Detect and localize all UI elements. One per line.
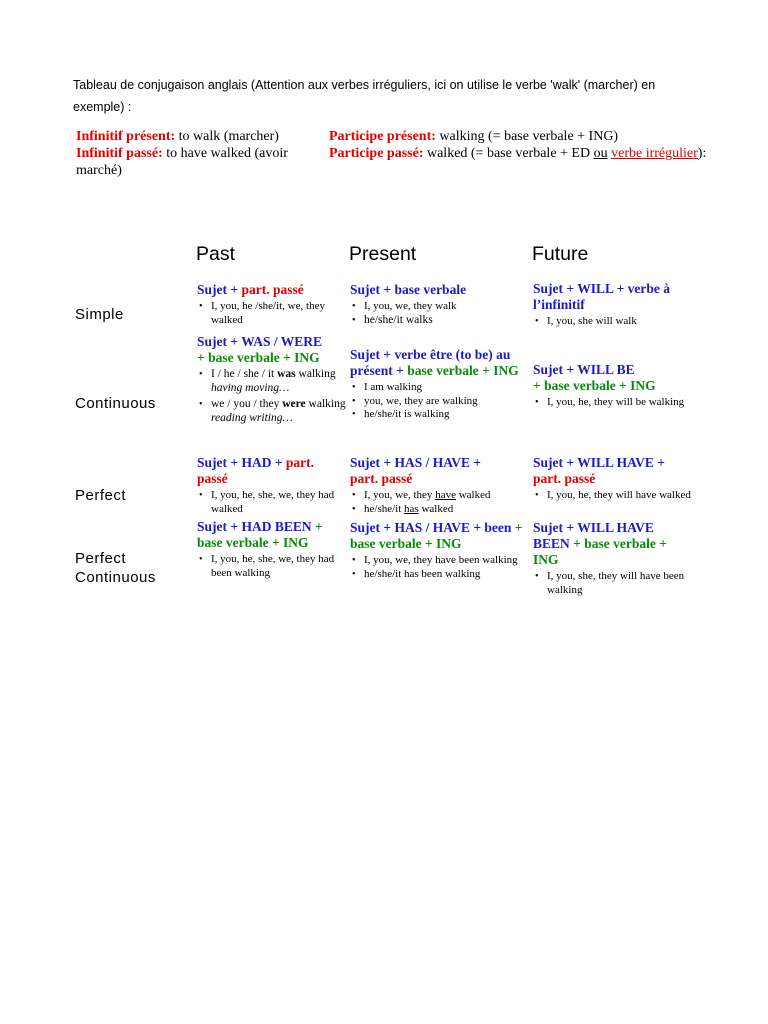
header-future: Future	[532, 243, 589, 265]
formula-part: part. passé	[241, 282, 304, 297]
formula-part: part. passé	[197, 455, 315, 486]
formula-part: Sujet + verbe être (to be) au présent +	[350, 347, 511, 378]
example-list	[533, 396, 698, 410]
cell-perfect-past	[197, 455, 347, 516]
list-item: • I, you, he /she/it, we, they walked	[197, 300, 349, 327]
list-item: • he/she/it has been walking	[350, 568, 530, 582]
auxiliary: was	[277, 368, 296, 380]
participle-present-value: walking (= base verbale + ING)	[439, 129, 619, 144]
formula-part: Sujet +	[197, 282, 242, 297]
formula	[197, 282, 349, 298]
closing-paren: ):	[697, 146, 707, 161]
subject: I / he / she / it	[211, 368, 278, 380]
list-item: • you, we, they are walking	[350, 395, 528, 409]
cell-continuous-future	[533, 362, 698, 410]
formula	[350, 347, 528, 379]
cell-continuous-present	[350, 347, 528, 422]
formula-part: + base verbale + ING	[533, 536, 667, 567]
cell-perfect-future	[533, 455, 691, 503]
row-continuous: Continuous	[75, 395, 156, 412]
cell-perfect-present	[350, 455, 491, 516]
cell-perfect-continuous-future	[533, 520, 691, 597]
formula: Sujet + base verbale	[350, 282, 467, 297]
verb: walked	[455, 489, 491, 501]
infinitive-past-label: Infinitif passé:	[76, 146, 163, 161]
infinitive-present	[76, 128, 326, 145]
subject: we / you / they	[211, 398, 283, 410]
formula-part: Sujet + HAD BEEN	[197, 519, 312, 534]
formula-part: Sujet + WAS / WERE	[197, 334, 322, 349]
example-list	[197, 300, 349, 327]
verb: walking	[305, 398, 346, 410]
example-list	[533, 489, 693, 503]
formula	[533, 455, 673, 487]
example-list	[350, 489, 530, 516]
example-list	[197, 489, 347, 516]
verb: walked	[418, 502, 454, 515]
formula-part: Sujet + WILL HAVE +	[533, 455, 665, 470]
formula-part: Sujet + HAD +	[197, 455, 286, 470]
list-item: • I, you, we, they have been walking	[350, 554, 530, 568]
formula-part: part. passé	[350, 471, 413, 486]
formula-part: + base verbale + ING	[197, 519, 323, 550]
formula: Sujet + WILL + verbe à l’infinitif	[533, 281, 671, 312]
formula-part: Sujet + WILL BE	[533, 362, 635, 377]
example-list	[197, 553, 347, 580]
formula-part: + base verbale + ING	[197, 350, 320, 365]
formula-part: base verbale + ING	[407, 363, 519, 378]
list-item: • I, you, he, they will be walking	[533, 396, 698, 410]
infinitive-present-label: Infinitif présent:	[76, 129, 176, 144]
list-item: • I am walking	[350, 381, 528, 395]
participle-past	[329, 145, 719, 162]
formula	[197, 455, 347, 487]
list-item: • I, you, she will walk	[533, 315, 698, 329]
row-perfect-continuous	[75, 549, 156, 587]
formula	[533, 520, 691, 568]
intro-text: Tableau de conjugaison anglais (Attention aux verbes irréguliers, ici on utilise le verbe 'walk' (marcher) en exemple) :	[73, 78, 656, 114]
example-list	[533, 315, 698, 329]
formula	[350, 455, 485, 487]
or-word: ou	[593, 146, 608, 161]
formula-part: part. passé	[533, 471, 596, 486]
participle-past-value: walked (= base verbale + ED	[426, 146, 591, 161]
formula	[533, 362, 698, 394]
list-item	[350, 489, 530, 503]
auxiliary: has	[404, 502, 419, 515]
participle-present	[329, 128, 719, 145]
infinitive-column	[76, 128, 326, 179]
subject: he/she/it	[364, 502, 405, 515]
example-list	[197, 368, 347, 425]
participle-present-label: Participe présent:	[329, 129, 436, 144]
header-present: Present	[349, 243, 417, 265]
row-perfect-continuous-line2: Continuous	[75, 569, 156, 586]
formula-part: + base verbale + ING	[533, 378, 656, 393]
infinitive-past	[76, 145, 326, 179]
participle-column	[329, 128, 719, 162]
cell-simple-future	[533, 281, 698, 329]
example-list	[350, 381, 528, 422]
list-item: • he/she/it walks	[350, 314, 530, 328]
formula	[197, 334, 347, 366]
example-list	[350, 554, 530, 581]
cell-simple-present	[350, 282, 530, 327]
infinitive-present-value: to walk (marcher)	[178, 129, 279, 144]
formula-part: + base verbale + ING	[350, 520, 523, 551]
cell-continuous-past	[197, 334, 347, 425]
cell-perfect-continuous-past	[197, 519, 347, 580]
infinitive-past-value: to have walked (avoir marché)	[76, 146, 288, 178]
formula-part: Sujet + HAS / HAVE +	[350, 455, 482, 470]
list-item: • I, you, we, they walk	[350, 300, 530, 314]
example-list	[350, 300, 530, 327]
participle-past-label: Participe passé:	[329, 146, 424, 161]
auxiliary: were	[282, 398, 306, 410]
subject: I, you, we, they	[364, 489, 436, 501]
list-item: • I, you, she, they will have been walking	[533, 570, 691, 597]
formula	[350, 520, 530, 552]
auxiliary: have	[435, 489, 456, 501]
header-past: Past	[196, 243, 236, 265]
row-simple: Simple	[75, 306, 124, 323]
list-item: • I, you, he, they will have walked	[533, 489, 693, 503]
formula-part: Sujet + HAS / HAVE + been	[350, 520, 512, 535]
verb: walking	[295, 368, 336, 380]
irregular-verb-link[interactable]: verbe irrégulier	[611, 146, 698, 161]
row-perfect: Perfect	[75, 487, 127, 504]
example-list	[533, 570, 691, 597]
cell-perfect-continuous-present	[350, 520, 530, 581]
other-examples: reading writing…	[211, 411, 293, 424]
list-item	[350, 503, 530, 517]
cell-simple-past	[197, 282, 349, 327]
formula	[197, 519, 347, 551]
list-item: • I, you, he, she, we, they had been walking	[197, 553, 347, 580]
row-perfect-continuous-line1: Perfect	[75, 550, 127, 567]
list-item: • he/she/it is walking	[350, 408, 528, 422]
list-item: • I, you, he, she, we, they had walked	[197, 489, 347, 516]
list-item	[197, 398, 347, 425]
other-examples: having moving…	[211, 381, 290, 394]
list-item	[197, 368, 347, 395]
formula-part: Sujet + WILL HAVE BEEN	[533, 520, 654, 551]
